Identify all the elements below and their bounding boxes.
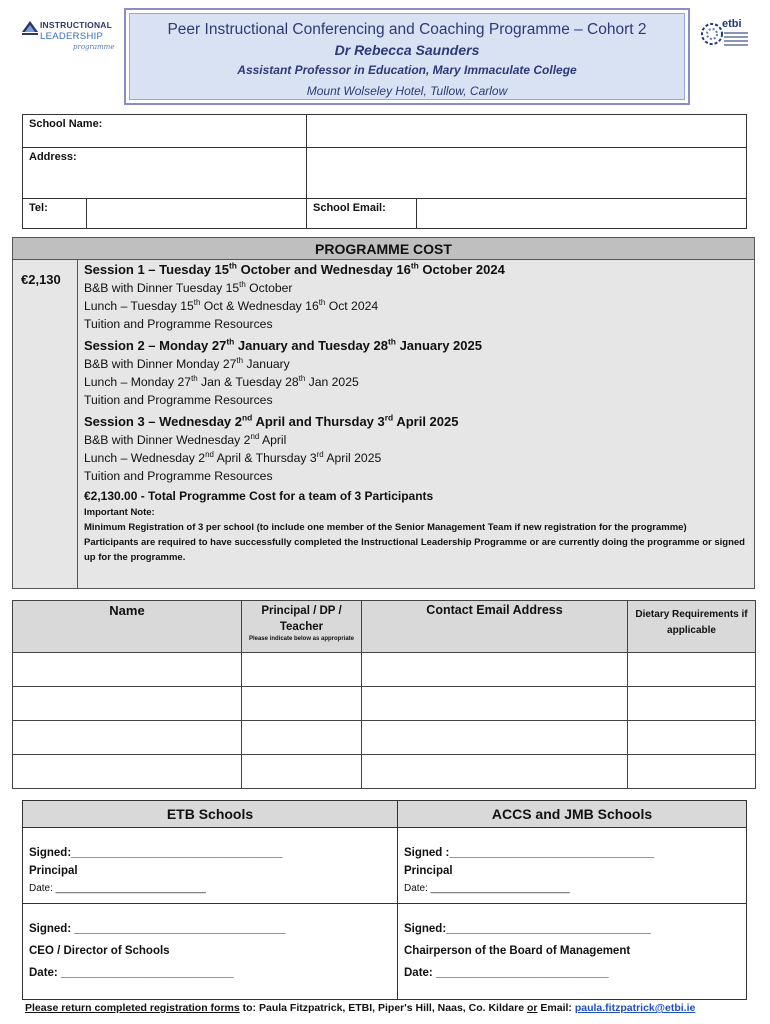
programme-cost-heading: PROGRAMME COST	[13, 238, 754, 260]
accs-principal-label: Principal	[404, 865, 453, 877]
signatures-table	[22, 800, 747, 1000]
leadership-logo-icon	[20, 18, 40, 38]
role-cell[interactable]	[242, 721, 362, 755]
text-part: October 2024	[418, 262, 505, 277]
venue: Mount Wolseley Hotel, Tullow, Carlow	[306, 84, 508, 98]
diet-cell[interactable]	[628, 687, 756, 721]
note-requirement: Participants are required to have successfully completed the Instructional Leadership Programme or are currently doing the programme or signed up for the programme.	[84, 537, 745, 563]
ordinal-suffix: nd	[205, 449, 214, 459]
text-part: April & Thursday 3	[213, 451, 317, 465]
ordinal-suffix: th	[298, 373, 306, 383]
role-cell[interactable]	[242, 687, 362, 721]
ordinal-suffix: nd	[250, 431, 260, 441]
session-dinner	[84, 431, 752, 449]
session-3	[84, 413, 752, 485]
text-part: Jan 2025	[305, 375, 359, 389]
logo-line-1: INSTRUCTIONAL	[40, 20, 113, 30]
ordinal-suffix: rd	[316, 449, 324, 459]
presenter-name: Dr Rebecca Saunders	[334, 42, 480, 58]
programme-price: €2,130	[13, 260, 78, 588]
session-1	[84, 261, 752, 333]
return-lead: Please return completed registration forms	[25, 1002, 240, 1014]
text-part: Lunch – Wednesday 2	[84, 451, 206, 465]
ordinal-suffix: th	[193, 297, 201, 307]
session-dinner	[84, 355, 752, 373]
programme-cost-section	[12, 237, 755, 589]
instructional-leadership-logo	[18, 16, 115, 56]
col-role-hint: Please indicate below as appropriate	[248, 636, 355, 642]
return-or: or	[526, 1002, 538, 1014]
text-part: October and Wednesday 16	[236, 262, 411, 277]
session-lunch	[84, 297, 752, 315]
email-cell[interactable]	[362, 653, 628, 687]
participant-row	[13, 721, 756, 755]
logo-line-3: programme	[73, 43, 115, 51]
email-cell[interactable]	[362, 687, 628, 721]
etb-signed-line: Signed:_________________________________	[29, 847, 283, 859]
diet-cell[interactable]	[628, 721, 756, 755]
text-part: B&B with Dinner Wednesday 2	[84, 433, 251, 447]
text-part: October	[245, 281, 293, 295]
name-cell[interactable]	[13, 653, 242, 687]
diet-cell[interactable]	[628, 755, 756, 789]
text-part: Lunch – Tuesday 15	[84, 299, 194, 313]
programme-title: Peer Instructional Conferencing and Coaching Programme – Cohort 2	[167, 21, 647, 38]
presenter-role: Assistant Professor in Education, Mary Immaculate College	[237, 63, 577, 77]
title-banner	[124, 8, 690, 105]
etb-principal-signature[interactable]	[23, 828, 398, 904]
address-label: Address:	[23, 148, 307, 199]
etb-schools-heading: ETB Schools	[23, 801, 398, 828]
logo-line-2: LEADERSHIP	[40, 31, 104, 42]
tel-label: Tel:	[23, 199, 87, 229]
text-part: January 2025	[395, 338, 482, 353]
ordinal-suffix: th	[191, 373, 198, 383]
name-cell[interactable]	[13, 721, 242, 755]
accs-chair-signature[interactable]	[398, 904, 747, 1000]
text-part: B&B with Dinner Tuesday 15	[84, 281, 240, 295]
note-minimum: Minimum Registration of 3 per school (to include one member of the Senior Management Team if new registration for the programme)	[84, 522, 687, 533]
etb-date-line: Date: ___________________________	[29, 883, 206, 894]
tel-field[interactable]	[87, 199, 307, 229]
col-diet: Dietary Requirements if applicable	[628, 601, 756, 653]
text-part: Session 1 – Tuesday 15	[84, 262, 229, 277]
session-lunch	[84, 373, 752, 391]
text-part: April 2025	[393, 414, 459, 429]
accs-signed-line-2: Signed:________________________________	[404, 923, 651, 935]
col-email: Contact Email Address	[362, 601, 628, 653]
text-part: Oct 2024	[325, 299, 379, 313]
school-name-label: School Name:	[23, 115, 307, 148]
text-part: Session 2 – Monday 27	[84, 338, 227, 353]
participant-row	[13, 755, 756, 789]
session-dinner	[84, 279, 752, 297]
etb-ceo-label: CEO / Director of Schools	[29, 945, 170, 957]
text-part: Lunch – Monday 27	[84, 375, 192, 389]
accs-chair-label: Chairperson of the Board of Management	[404, 945, 631, 957]
accs-schools-heading: ACCS and JMB Schools	[398, 801, 747, 828]
session-title	[84, 261, 752, 279]
etbi-logo-text: etbi	[722, 18, 742, 30]
participant-row	[13, 653, 756, 687]
session-2	[84, 337, 752, 409]
accs-date-line-2: Date: ___________________________	[404, 967, 609, 979]
participants-table	[12, 600, 756, 789]
return-address: to: Paula Fitzpatrick, ETBI, Piper's Hill, Naas, Co. Kildare	[239, 1002, 527, 1014]
session-tuition: Tuition and Programme Resources	[84, 469, 273, 483]
session-tuition: Tuition and Programme Resources	[84, 393, 273, 407]
text-part: January and Tuesday 28	[234, 338, 388, 353]
accs-principal-signature[interactable]	[398, 828, 747, 904]
ordinal-suffix: th	[236, 355, 244, 365]
etb-ceo-signature[interactable]	[23, 904, 398, 1000]
text-part: January	[243, 357, 290, 371]
return-email-label: Email:	[537, 1002, 575, 1014]
name-cell[interactable]	[13, 755, 242, 789]
etbi-logo-lines	[724, 32, 748, 48]
email-cell[interactable]	[362, 721, 628, 755]
school-name-field[interactable]	[307, 115, 747, 148]
session-title	[84, 413, 752, 431]
ordinal-suffix: th	[410, 260, 419, 271]
note-heading: Important Note:	[84, 507, 155, 518]
ordinal-suffix: nd	[242, 412, 253, 423]
return-instructions	[25, 1002, 755, 1014]
school-email-label: School Email:	[307, 199, 417, 229]
ordinal-suffix: rd	[384, 412, 394, 423]
role-cell[interactable]	[242, 653, 362, 687]
address-field[interactable]	[307, 148, 747, 199]
return-email-link[interactable]: paula.fitzpatrick@etbi.ie	[574, 1002, 696, 1014]
total-cost: €2,130.00 - Total Programme Cost for a team of 3 Participants	[84, 489, 434, 503]
text-part: April and Thursday 3	[252, 414, 385, 429]
school-details-table	[22, 114, 747, 229]
ordinal-suffix: th	[229, 260, 237, 271]
etb-date-line-2: Date: ___________________________	[29, 967, 234, 979]
text-part: Jan & Tuesday 28	[197, 375, 299, 389]
ordinal-suffix: th	[318, 297, 326, 307]
etb-signed-line-2: Signed: _________________________________	[29, 923, 286, 935]
accs-date-line: Date: _________________________	[404, 883, 570, 894]
text-part: April	[259, 433, 287, 447]
etbi-logo	[700, 18, 754, 54]
name-cell[interactable]	[13, 687, 242, 721]
ordinal-suffix: th	[226, 336, 235, 347]
ordinal-suffix: th	[387, 336, 396, 347]
col-name: Name	[13, 601, 242, 653]
text-part: April 2025	[323, 451, 382, 465]
etb-principal-label: Principal	[29, 865, 78, 877]
participant-row	[13, 687, 756, 721]
text-part: Oct & Wednesday 16	[200, 299, 319, 313]
accs-signed-line: Signed :________________________________	[404, 847, 655, 859]
text-part: B&B with Dinner Monday 27	[84, 357, 237, 371]
etbi-swirl-icon	[700, 20, 724, 48]
col-role	[242, 601, 362, 653]
email-cell[interactable]	[362, 755, 628, 789]
diet-cell[interactable]	[628, 653, 756, 687]
session-tuition: Tuition and Programme Resources	[84, 317, 273, 331]
col-role-label: Principal / DP / Teacher	[261, 605, 342, 633]
session-title	[84, 337, 752, 355]
school-email-field[interactable]	[417, 199, 747, 229]
session-lunch	[84, 449, 752, 467]
ordinal-suffix: th	[239, 279, 246, 289]
text-part: Session 3 – Wednesday 2	[84, 414, 242, 429]
role-cell[interactable]	[242, 755, 362, 789]
